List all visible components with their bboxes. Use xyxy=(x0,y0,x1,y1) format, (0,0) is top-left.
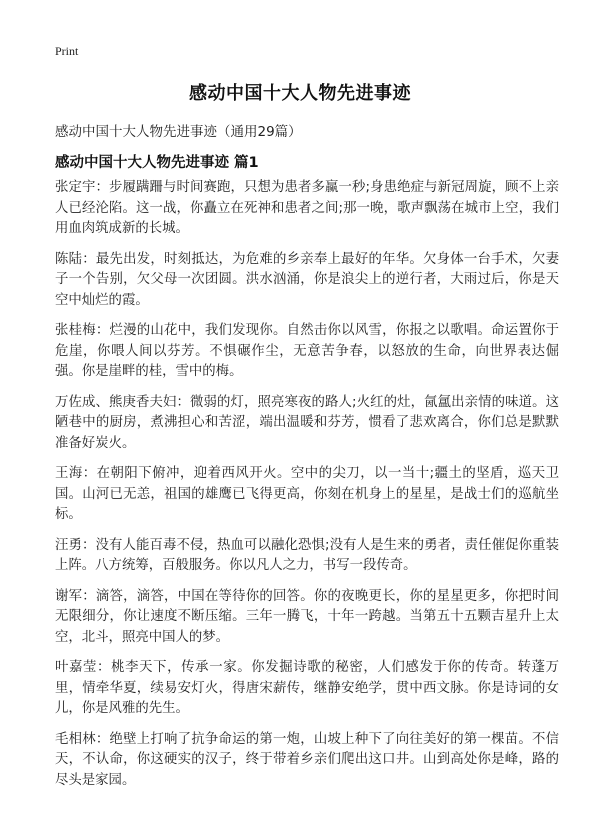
page-title: 感动中国十大人物先进事迹 xyxy=(189,83,411,104)
print-label: Print xyxy=(55,44,79,58)
paragraph-wan-zuocheng-couple: 万佐成、熊庚香夫妇：微弱的灯，照亮寒夜的路人;火红的灶，氤氲出亲情的味道。这陋巷中的厨房，煮沸担心和苦涩，端出温暖和芬芳，惯看了悲欢离合，你们总是默默准备好炭火。 xyxy=(55,394,559,451)
paragraph-zhang-dingyu: 张定宇：步履蹒跚与时间赛跑，只想为患者多赢一秒;身患绝症与新冠周旋，顾不上亲人已经沦陷。这一战，你矗立在死神和患者之间;那一晚，歌声飘荡在城市上空，我们用血肉筑成新的长城。 xyxy=(55,180,559,236)
paragraph-chen-lu: 陈陆：最先出发，时刻抵达，为危难的乡亲奉上最好的年华。欠身体一台手术，欠妻子一个告别，欠父母一次团圆。洪水汹涌，你是浪尖上的逆行者，大雨过后，你是天空中灿烂的霞。 xyxy=(55,251,559,308)
paragraph-wang-yong: 汪勇：没有人能百毒不侵，热血可以融化恐惧;没有人是生来的勇者，责任催促你重装上阵。八方统筹，百般服务。你以凡人之力，书写一段传奇。 xyxy=(55,537,559,573)
paragraph-ye-jiaying: 叶嘉莹：桃李天下，传承一家。你发掘诗歌的秘密，人们感发于你的传奇。转蓬万里，情牵华夏，续易安灯火，得唐宋薪传，继静安绝学，贯中西文脉。你是诗词的女儿，你是风雅的先生。 xyxy=(55,660,559,716)
document-subtitle: 感动中国十大人物先进事迹（通用29篇） xyxy=(55,124,302,140)
paragraph-mao-xianglin: 毛相林：绝壁上打响了抗争命运的第一炮，山坡上种下了向往美好的第一棵苗。不信天，不认命，你这硬实的汉子，终于带着乡亲们爬出这口井。山到高处你是峰，路的尽头是家园。 xyxy=(55,731,559,788)
paragraph-xie-jun: 谢军：滴答，滴答，中国在等待你的回答。你的夜晚更长，你的星星更多，你把时间无限细分，你让速度不断压缩。三年一腾飞，十年一跨越。当第五十五颗吉星升上太空，北斗，照亮中国人的梦。 xyxy=(55,588,559,645)
article-body xyxy=(55,178,559,801)
paragraph-zhang-guimei: 张桂梅：烂漫的山花中，我们发现你。自然击你以风雪，你报之以歌唱。命运置你于危崖，你喂人间以芬芳。不惧碾作尘，无意苦争春，以怒放的生命，向世界表达倔强。你是崖畔的桂，雪中的梅。 xyxy=(55,323,559,379)
paragraph-wang-hai: 王海：在朝阳下俯冲，迎着西风开火。空中的尖刀，以一当十;疆土的坚盾，巡天卫国。山河已无恙，祖国的雄鹰已飞得更高，你刻在机身上的星星，是战士们的巡航坐标。 xyxy=(55,466,559,522)
section-heading: 感动中国十大人物先进事迹 篇1 xyxy=(55,155,259,171)
